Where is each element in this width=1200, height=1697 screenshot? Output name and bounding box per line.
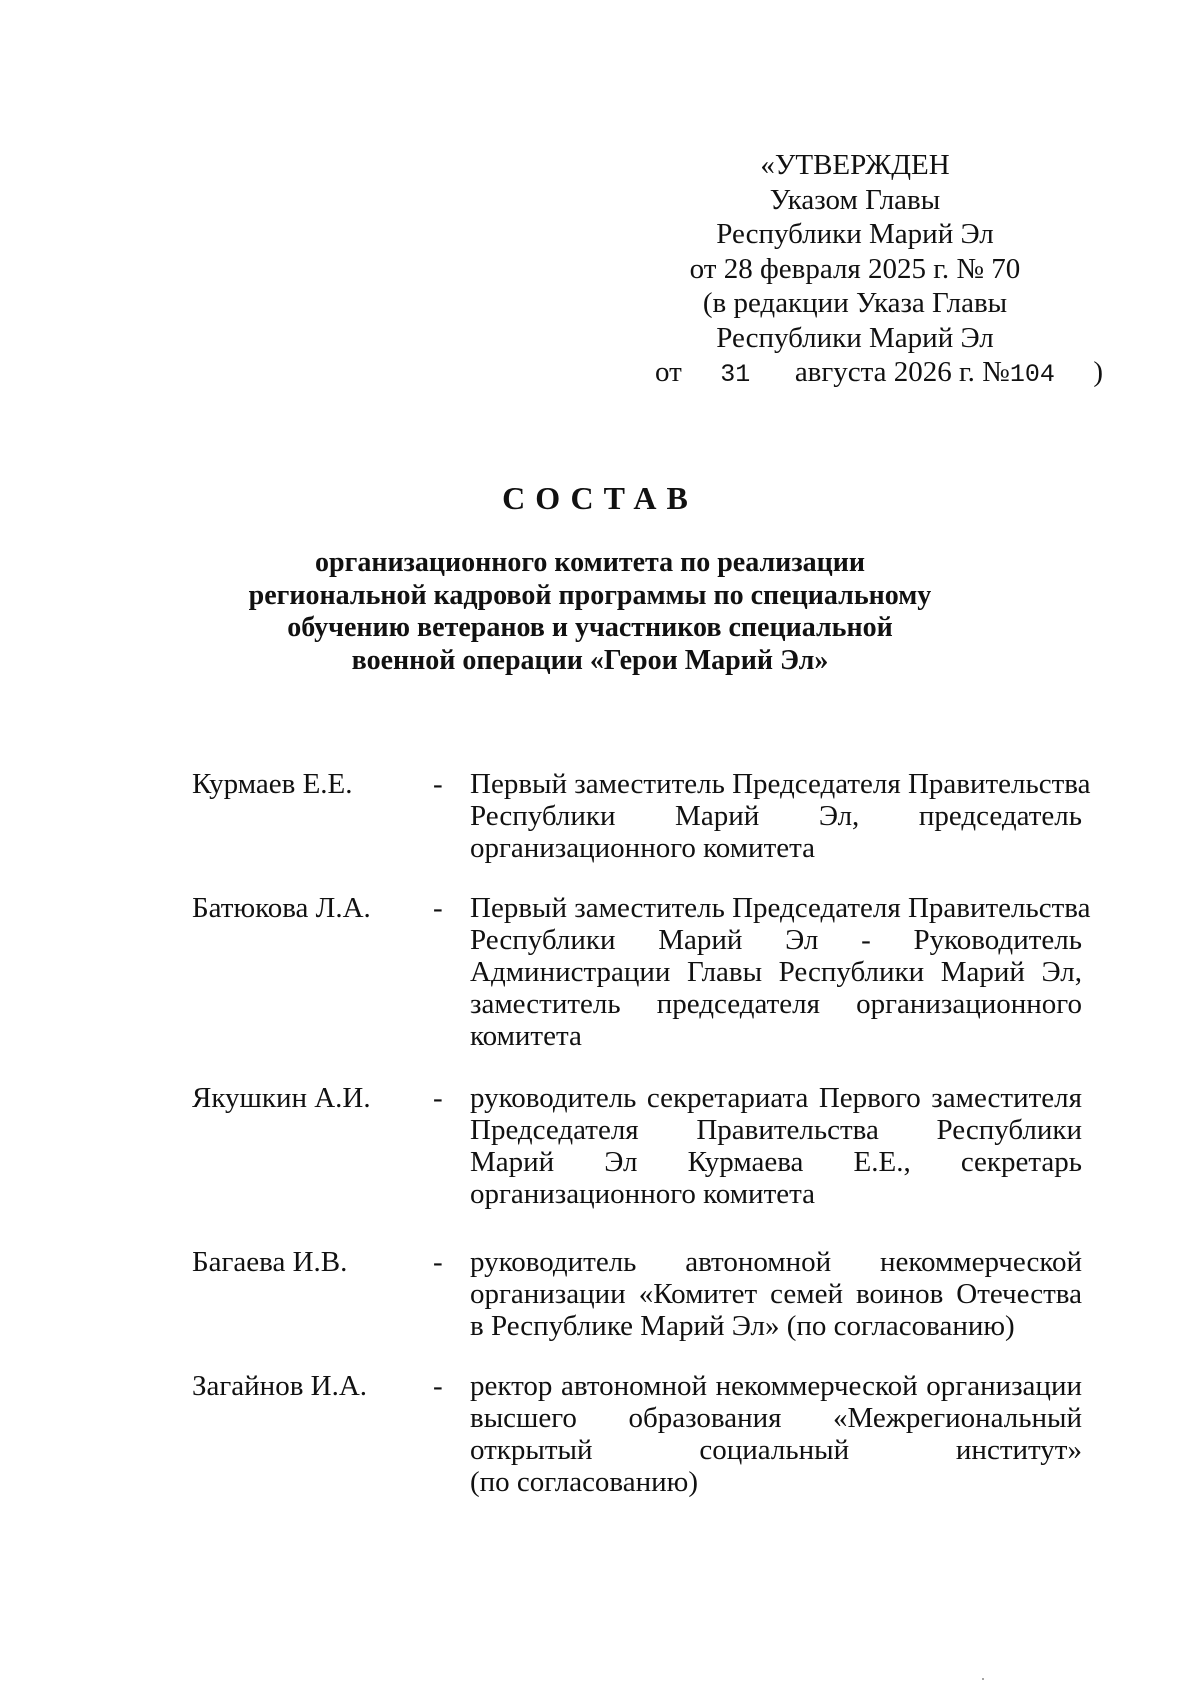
- role-word: институт»: [955, 1434, 1082, 1466]
- approval-line-1: «УТВЕРЖДЕН: [760, 149, 950, 181]
- member-name: Батюкова Л.А.: [192, 892, 371, 924]
- member-role-line: [470, 956, 1082, 988]
- approval-date-prefix: от: [655, 356, 682, 388]
- role-word: Председателя: [470, 1114, 639, 1146]
- role-word: социальный: [699, 1434, 850, 1466]
- role-word: некоммерческой: [715, 1370, 918, 1402]
- member-role-line: Первый заместитель Председателя Правительства: [470, 892, 1091, 924]
- role-word: председатель: [918, 800, 1082, 832]
- role-word: Правительства: [696, 1114, 879, 1146]
- member-role: [470, 1246, 1082, 1342]
- member-name: Багаева И.В.: [192, 1246, 348, 1278]
- subtitle-line-2: региональной кадровой программы по специальному: [248, 579, 932, 611]
- role-word: образования: [628, 1402, 782, 1434]
- member-name: Якушкин А.И.: [192, 1082, 371, 1114]
- approval-line-6: Республики Марий Эл: [716, 321, 994, 354]
- member-role: [470, 1370, 1082, 1498]
- role-word: организации: [470, 1278, 626, 1310]
- approval-stamp-block: [655, 148, 1104, 393]
- role-word: Главы: [687, 956, 763, 988]
- member-dash: -: [433, 1370, 443, 1402]
- approval-number-filled: 104: [1009, 360, 1055, 389]
- member-role-line: [470, 1246, 1082, 1278]
- role-word: организации: [926, 1370, 1082, 1402]
- approval-line-5: (в редакции Указа Главы: [702, 287, 1008, 319]
- member-role: [470, 768, 1091, 864]
- role-word: Курмаева: [687, 1146, 804, 1178]
- role-word: Марий: [940, 956, 1025, 988]
- approval-line-2: Указом Главы: [769, 183, 941, 216]
- role-word: Эл: [604, 1146, 638, 1178]
- member-role-line: [470, 1146, 1082, 1178]
- subtitle-line-4: военной операции «Герои Марий Эл»: [351, 644, 829, 676]
- role-word: семей: [770, 1278, 844, 1310]
- role-word: Марий: [470, 1146, 555, 1178]
- role-word: Отечества: [956, 1278, 1082, 1310]
- document-subtitle: [200, 547, 980, 677]
- role-word: Республики: [470, 924, 616, 956]
- role-word: Эл,: [1041, 956, 1082, 988]
- approval-day-filled: 31: [720, 360, 751, 389]
- role-word: руководитель: [470, 1082, 637, 1114]
- member-role-line: [470, 1370, 1082, 1402]
- member-role-line: организационного комитета: [470, 832, 816, 864]
- member-role-line: [470, 988, 1082, 1020]
- member-name: Курмаев Е.Е.: [192, 768, 353, 800]
- role-word: заместитель: [470, 988, 621, 1020]
- role-word: некоммерческой: [879, 1246, 1082, 1278]
- member-role-line: [470, 924, 1082, 956]
- role-word: высшего: [470, 1402, 577, 1434]
- member-role-line: Первый заместитель Председателя Правительства: [470, 768, 1091, 800]
- role-word: автономной: [685, 1246, 832, 1278]
- member-role-line: [470, 1082, 1082, 1114]
- approval-line-3: Республики Марий Эл: [716, 218, 994, 250]
- role-word: Администрации: [470, 956, 671, 988]
- member-role-line: [470, 800, 1082, 832]
- member-role: [470, 1082, 1082, 1210]
- subtitle-line-1: организационного комитета по реализации: [315, 547, 865, 578]
- member-role-line: [470, 1278, 1082, 1310]
- member-role-line: [470, 1114, 1082, 1146]
- role-word: воинов: [856, 1278, 944, 1310]
- role-word: Е.Е.,: [853, 1146, 911, 1178]
- role-word: -: [861, 924, 871, 956]
- subtitle-line-3: обучению ветеранов и участников специальной: [287, 612, 893, 643]
- member-dash: -: [433, 1246, 443, 1278]
- role-word: Эл: [785, 924, 819, 956]
- role-word: руководитель: [470, 1246, 637, 1278]
- role-word: Марий: [675, 800, 760, 832]
- role-word: председателя: [656, 988, 820, 1020]
- member-role-line: в Республике Марий Эл» (по согласованию): [470, 1310, 1015, 1342]
- role-word: «Комитет: [638, 1278, 758, 1310]
- role-word: Республики: [778, 956, 925, 988]
- member-role-line: [470, 1434, 1082, 1466]
- role-word: автономной: [561, 1370, 708, 1402]
- scan-speck: [982, 1678, 984, 1680]
- role-word: Первого: [818, 1082, 921, 1114]
- role-word: Республики: [936, 1114, 1082, 1146]
- role-word: секретарь: [960, 1146, 1082, 1178]
- member-role-line: комитета: [470, 1020, 582, 1052]
- role-word: секретариата: [646, 1082, 809, 1114]
- role-word: ректор: [470, 1370, 553, 1402]
- member-dash: -: [433, 892, 443, 924]
- role-word: «Межрегиональный: [833, 1402, 1082, 1434]
- approval-line-7: [655, 355, 1104, 393]
- member-name: Загайнов И.А.: [192, 1370, 368, 1402]
- role-word: Эл,: [818, 800, 860, 832]
- role-word: Руководитель: [913, 924, 1082, 956]
- role-word: организационного: [856, 988, 1082, 1020]
- role-word: Республики: [470, 800, 616, 832]
- role-word: Марий: [658, 924, 743, 956]
- role-word: заместителя: [931, 1082, 1082, 1114]
- member-dash: -: [433, 1082, 443, 1114]
- member-role-line: [470, 1402, 1082, 1434]
- role-word: открытый: [470, 1434, 593, 1466]
- member-role-line: (по согласованию): [470, 1466, 698, 1498]
- member-role: [470, 892, 1091, 1052]
- approval-month-year: августа 2026 г. №: [794, 356, 1010, 388]
- approval-line-4: от 28 февраля 2025 г. № 70: [689, 252, 1021, 285]
- member-dash: -: [433, 768, 443, 800]
- approval-close-paren: ): [1093, 356, 1104, 388]
- member-role-line: организационного комитета: [470, 1178, 816, 1210]
- document-title: СОСТАВ: [502, 480, 698, 516]
